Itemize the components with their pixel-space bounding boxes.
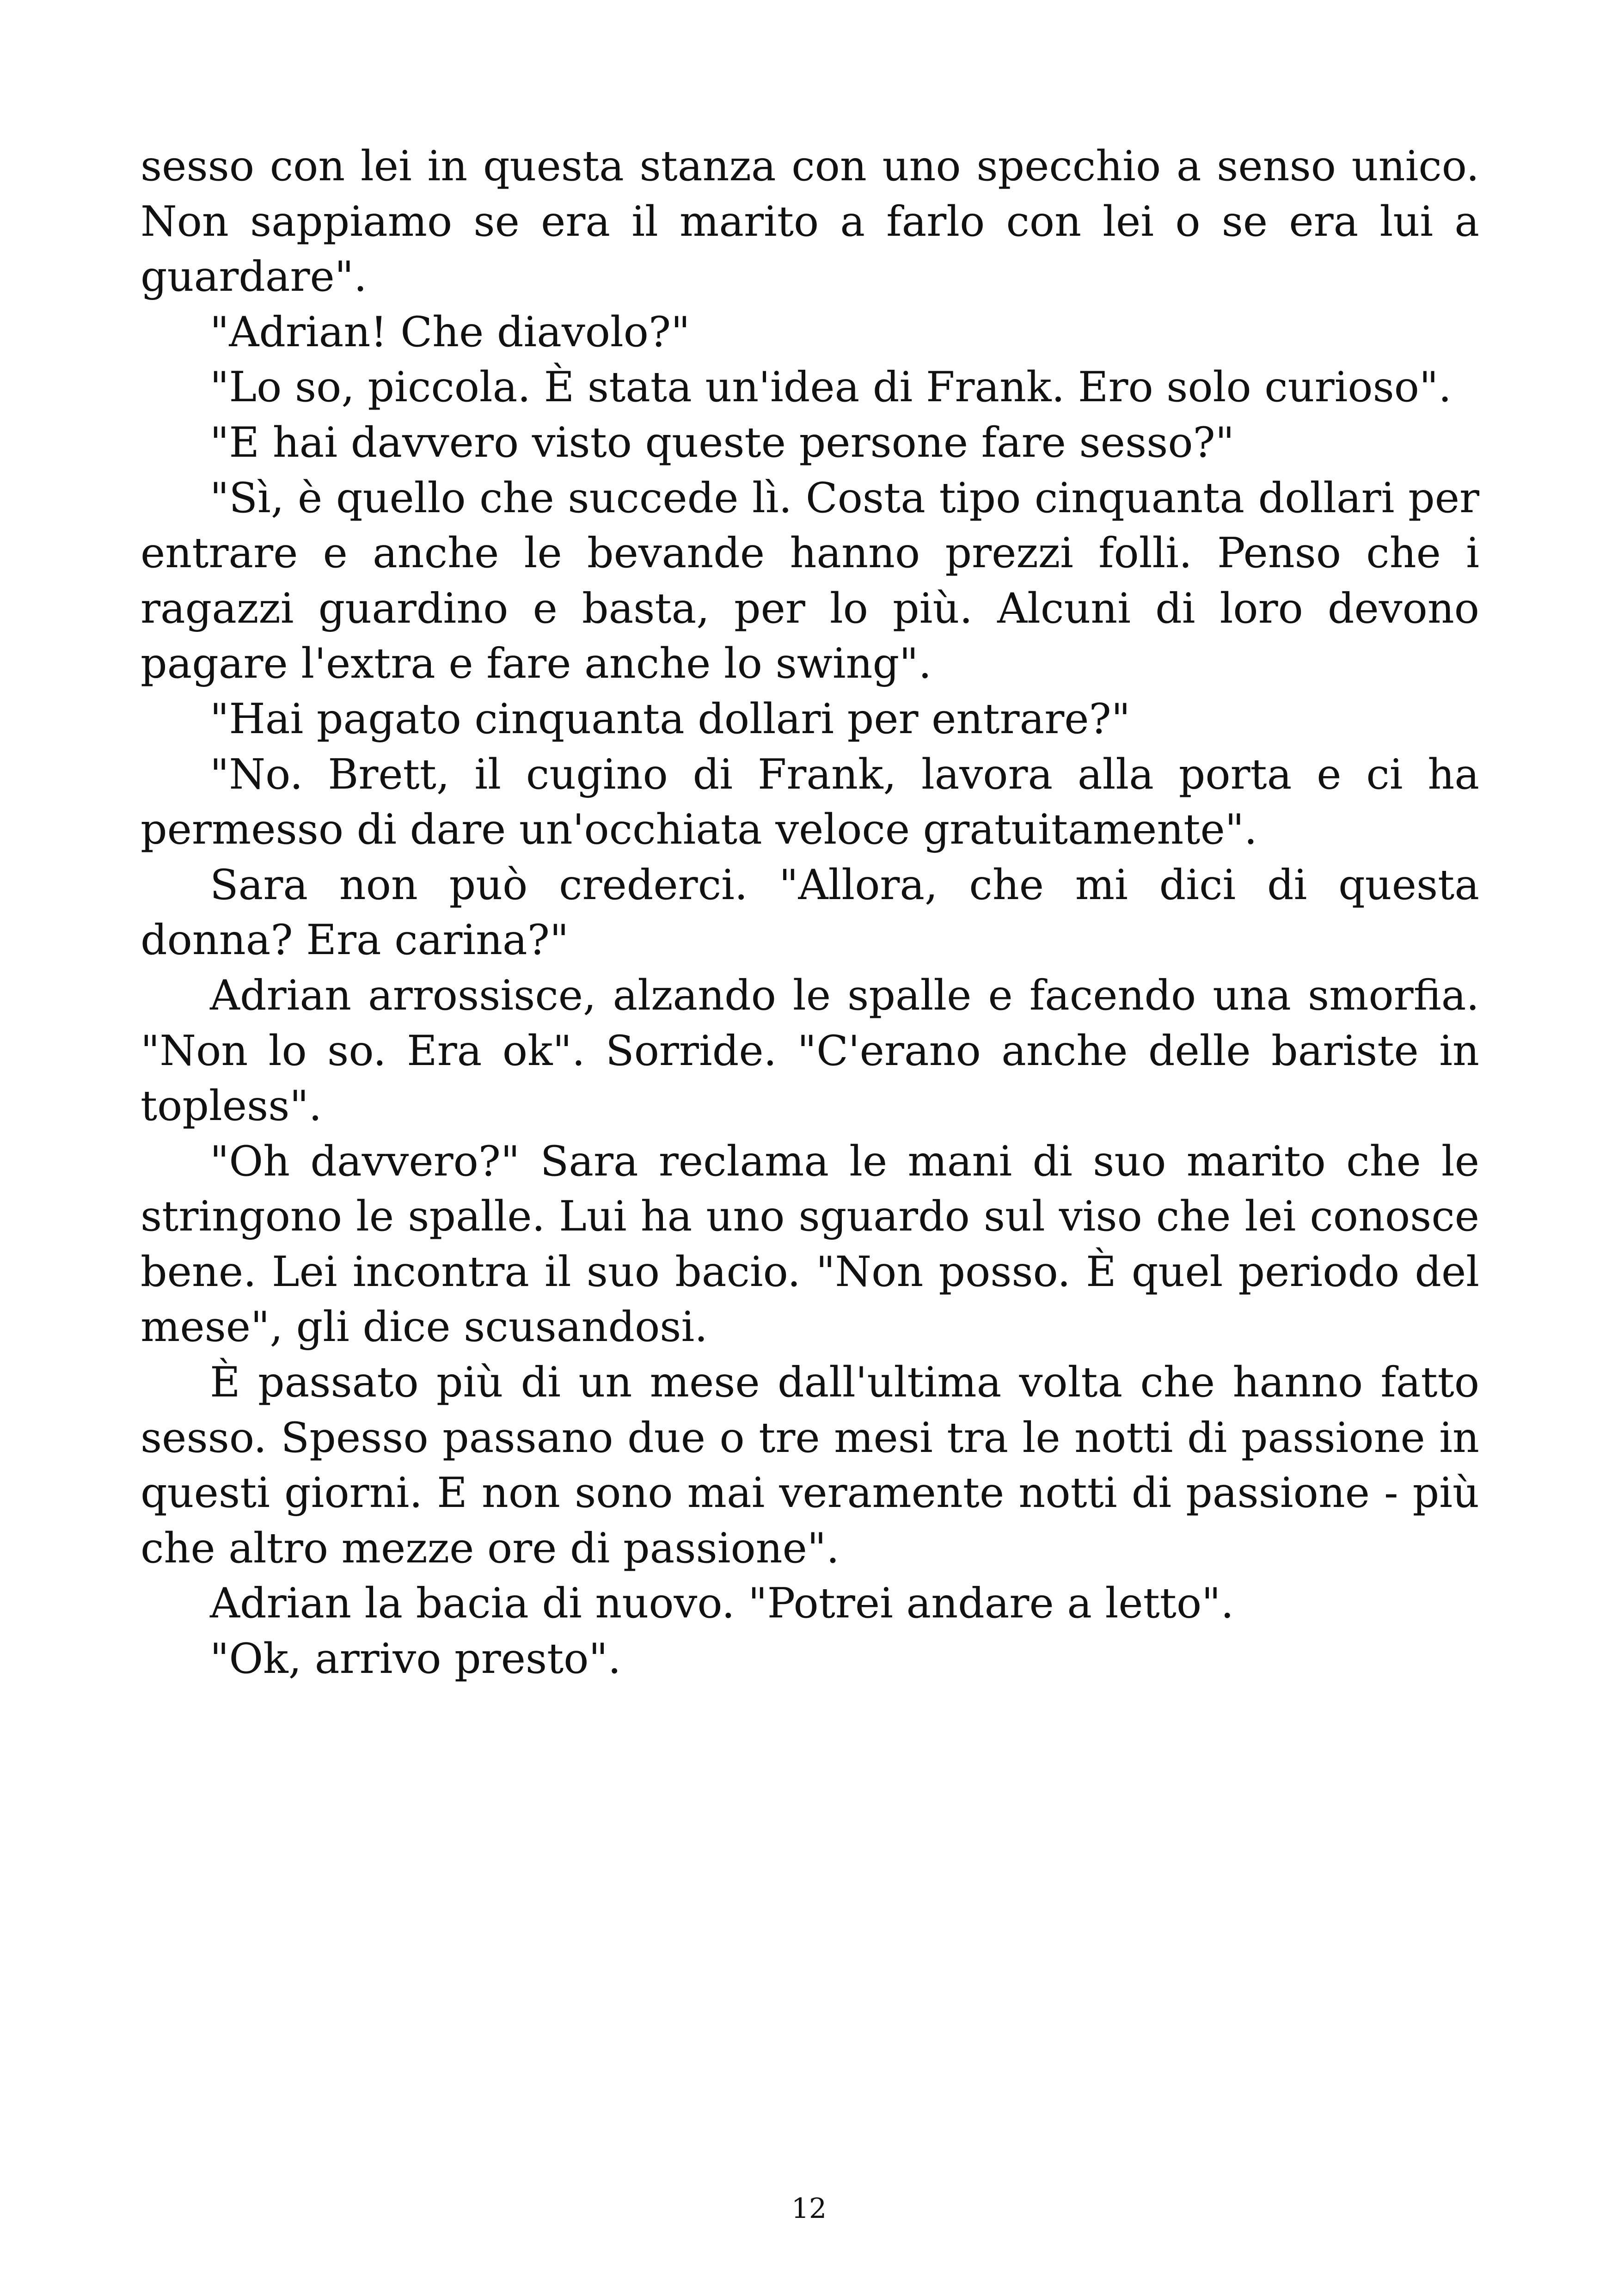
paragraph: "E hai davvero visto queste persone fare sesso?" [210,418,1235,467]
paragraph: "Hai pagato cinquanta dollari per entrare?" [210,694,1131,743]
paragraph: Sara non può crederci. "Allora, che mi dici di questa donna? Era carina?" [141,860,1479,965]
paragraph: "Adrian! Che diavolo?" [210,307,690,356]
paragraph: sesso con lei in questa stanza con uno specchio a senso unico. Non sappiamo se era il marito a farlo con lei o se era lui a guardare". [141,142,1479,301]
paragraph: Adrian arrossisce, alzando le spalle e facendo una smorfia. "Non lo so. Era ok". Sorride. "C'erano anche delle bariste in topless". [141,971,1479,1131]
page-body [141,139,1479,1687]
paragraph: "Oh davvero?" Sara reclama le mani di suo marito che le stringono le spalle. Lui ha uno sguardo sul viso che lei conosce bene. Lei incontra il suo bacio. "Non posso. È quel periodo del mese", gli dice scusandosi. [141,1137,1479,1352]
paragraph: Adrian la bacia di nuovo. "Potrei andare a letto". [210,1579,1234,1628]
paragraph: "Sì, è quello che succede lì. Costa tipo cinquanta dollari per entrare e anche le bevande hanno prezzi folli. Penso che i ragazzi guardino e basta, per lo più. Alcuni di loro devono pagare l'extra e fare anche lo swing". [141,473,1479,688]
paragraph: "No. Brett, il cugino di Frank, lavora alla porta e ci ha permesso di dare un'occhiata veloce gratuitamente". [141,750,1479,854]
page-number: 12 [791,2192,827,2225]
paragraph: "Ok, arrivo presto". [210,1635,621,1684]
paragraph: "Lo so, piccola. È stata un'idea di Frank. Ero solo curioso". [210,363,1452,412]
paragraph: È passato più di un mese dall'ultima volta che hanno fatto sesso. Spesso passano due o tre mesi tra le notti di passione in questi giorni. E non sono mai veramente notti di passione - più che altro mezze ore di passione". [141,1358,1479,1573]
